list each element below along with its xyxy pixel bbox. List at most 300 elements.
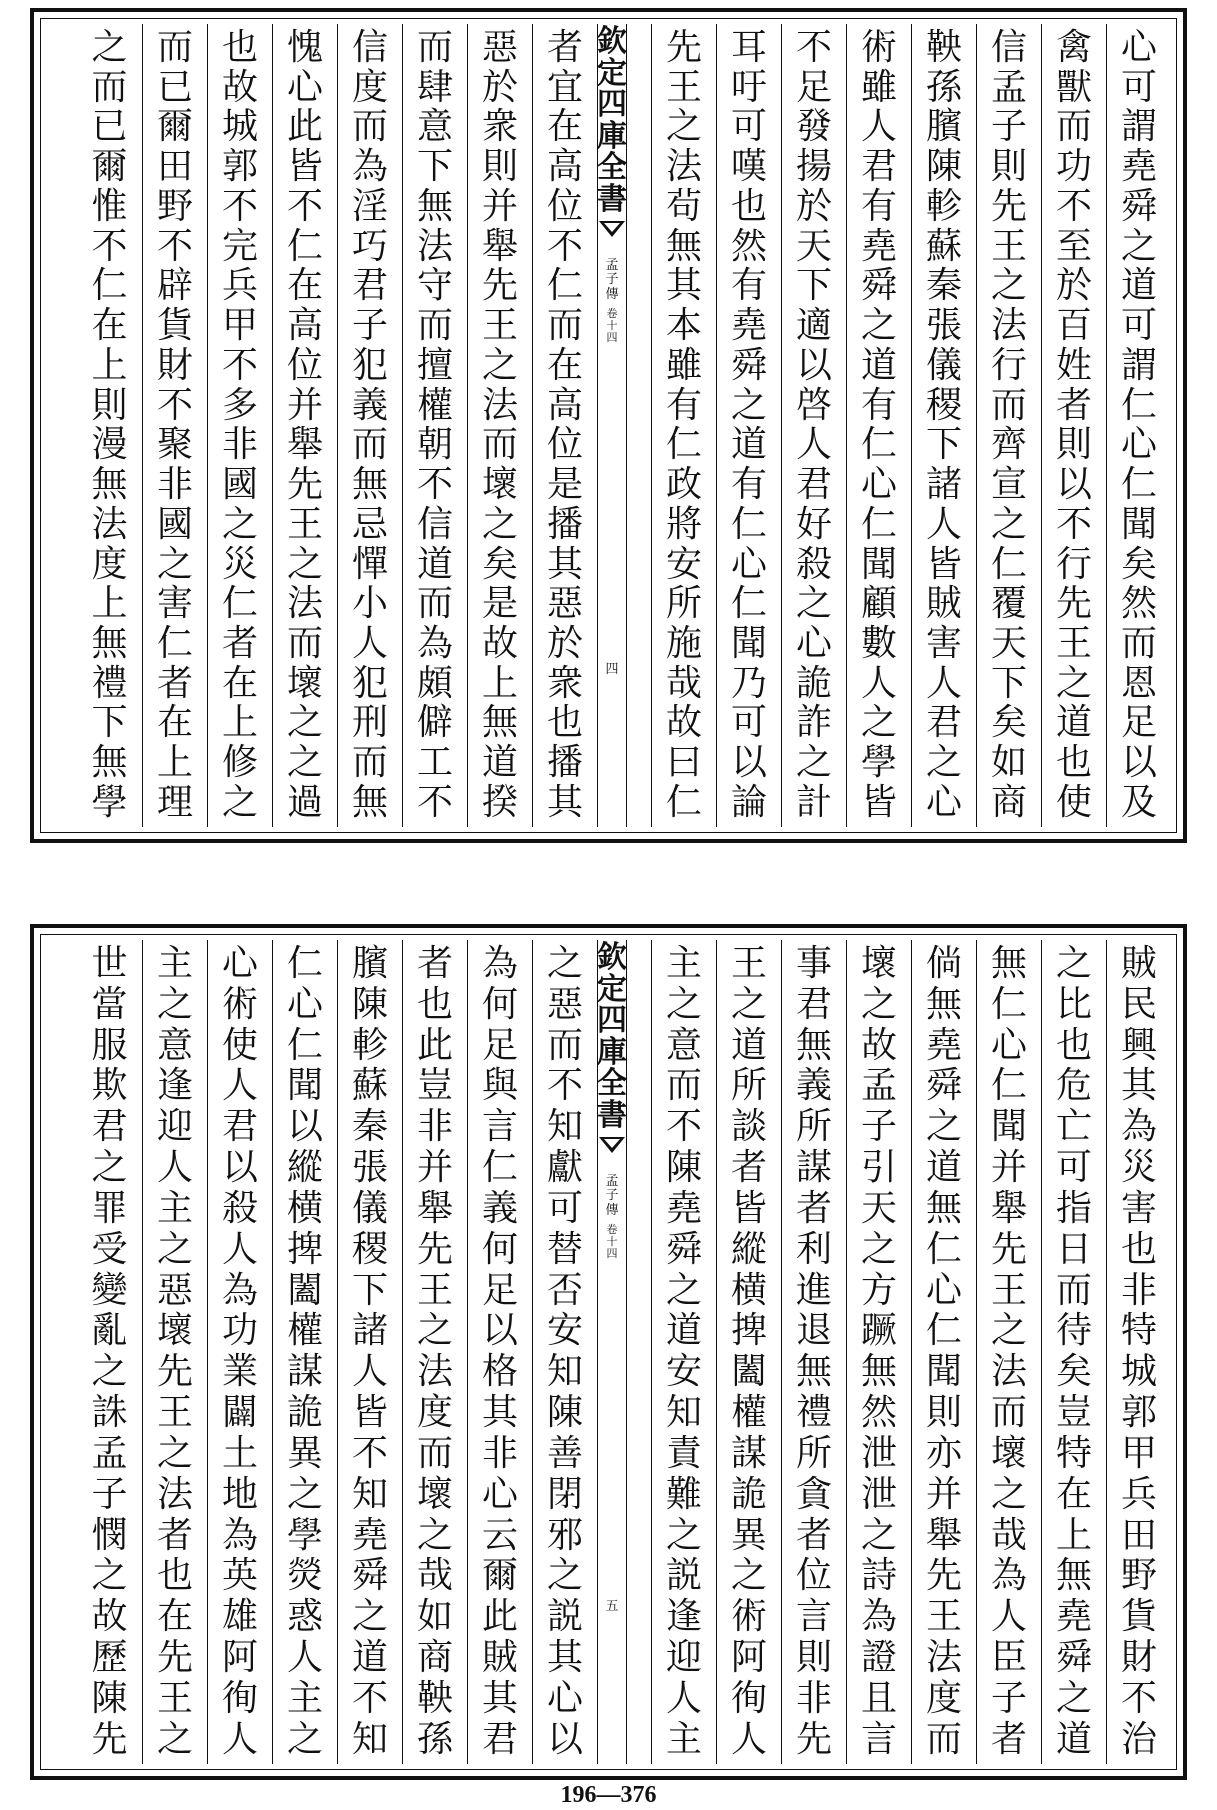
glyph: 賊 [1120,943,1157,984]
glyph: 人 [730,1718,767,1760]
text-column [77,940,142,1764]
glyph: 度 [416,1392,453,1434]
glyph: 行 [990,344,1027,386]
glyph: 足 [795,66,832,108]
glyph: 為 [860,1596,897,1638]
glyph: 揚 [795,146,832,188]
page-number: 四 [605,662,619,677]
glyph: 舜 [925,1065,962,1107]
glyph: 犯 [351,344,388,386]
glyph: 爾 [481,1555,518,1597]
glyph: 人 [286,1637,323,1679]
glyph: 非 [221,424,258,466]
glyph: 法 [990,1351,1027,1393]
glyph: 稷 [925,384,962,426]
glyph: 心 [1120,27,1157,68]
glyph: 謀 [795,1147,832,1189]
glyph: 子 [990,106,1027,148]
glyph: 也 [1055,1024,1092,1066]
glyph: 上 [1055,1514,1092,1556]
glyph: 殺 [795,543,832,585]
glyph: 可 [1055,1147,1092,1189]
glyph: 之 [481,344,518,386]
glyph: 為 [351,146,388,188]
glyph: 陳 [925,146,962,188]
glyph: 孟 [990,66,1027,108]
glyph: 而 [481,424,518,466]
glyph: 君 [481,1718,518,1760]
glyph: 貨 [1120,1596,1157,1638]
text-column [207,24,272,827]
glyph: 權 [286,1310,323,1352]
glyph: 下 [925,424,962,466]
glyph: 泄 [860,1473,897,1515]
glyph: 之 [990,1473,1027,1515]
glyph: 位 [795,1555,832,1597]
glyph: 而 [1055,1269,1092,1311]
glyph: 顧 [860,583,897,625]
glyph: 否 [546,1269,583,1311]
text-column [142,940,207,1764]
glyph: 位 [546,424,583,466]
volume-label [607,1224,618,1260]
glyph: 泄 [860,1432,897,1474]
glyph: 計 [795,781,832,823]
glyph: 四 [597,1003,627,1038]
glyph: 爾 [156,106,193,148]
glyph: 天 [795,225,832,267]
glyph: 之 [351,1596,388,1638]
glyph: 知 [351,1473,388,1515]
glyph: 之 [481,503,518,545]
glyph: 仁 [925,1310,962,1352]
glyph: 英 [221,1555,258,1597]
book-name [605,259,618,302]
glyph: 危 [1055,1065,1092,1107]
glyph: 無 [665,225,702,267]
glyph: 儀 [925,344,962,386]
glyph: 仁 [1120,464,1157,506]
glyph: 亡 [1055,1106,1092,1148]
glyph: 陳 [546,1392,583,1434]
glyph: 不 [795,27,832,68]
glyph: 十 [606,318,618,332]
glyph: 不 [1120,1677,1157,1719]
glyph: 於 [546,623,583,665]
glyph: 興 [1120,1024,1157,1066]
glyph: 之 [91,27,128,68]
glyph: 無 [860,1351,897,1393]
glyph: 故 [221,66,258,108]
glyph: 使 [1055,781,1092,823]
glyph: 謀 [730,1432,767,1474]
glyph: 以 [1055,464,1092,506]
glyph: 城 [1120,1351,1157,1393]
glyph: 野 [1120,1555,1157,1597]
glyph: 而 [351,106,388,148]
glyph: 無 [91,623,128,665]
glyph: 以 [795,344,832,386]
glyph: 理 [156,781,193,823]
glyph: 以 [1120,742,1157,784]
glyph: 熒 [286,1555,323,1597]
glyph: 不 [156,384,193,426]
text-column [846,940,911,1764]
glyph: 哉 [665,662,702,704]
glyph: 已 [156,66,193,108]
glyph: 君 [795,464,832,506]
glyph: 賊 [481,1637,518,1679]
glyph: 兵 [1120,1473,1157,1515]
glyph: 惡 [546,583,583,625]
glyph: 并 [481,185,518,227]
glyph: 道 [416,543,453,585]
glyph: 特 [1120,1310,1157,1352]
glyph: 不 [665,1106,702,1148]
glyph: 則 [925,1392,962,1434]
glyph: 詐 [795,702,832,744]
glyph: 好 [795,503,832,545]
glyph: 法 [156,1473,193,1515]
glyph: 所 [665,583,702,625]
glyph: 仁 [990,1065,1027,1107]
glyph: 則 [795,1637,832,1679]
glyph: 有 [665,384,702,426]
glyph: 道 [481,742,518,784]
glyph: 并 [925,1473,962,1515]
glyph: 無 [481,702,518,744]
glyph: 足 [481,1269,518,1311]
glyph: 憫 [91,1514,128,1556]
glyph: 横 [730,1269,767,1311]
glyph: 意 [156,1024,193,1066]
glyph: 也 [730,185,767,227]
glyph: 刑 [351,702,388,744]
glyph: 之 [221,503,258,545]
glyph: 學 [91,781,128,823]
glyph: 言 [795,1596,832,1638]
glyph: 舉 [990,1187,1027,1229]
glyph: 者 [156,1514,193,1556]
glyph: 非 [416,1106,453,1148]
glyph: 術 [860,27,897,68]
glyph: 者 [221,623,258,665]
glyph: 意 [416,106,453,148]
glyph: 先 [156,1637,193,1679]
glyph: 謂 [1120,344,1157,386]
glyph: 無 [925,983,962,1025]
glyph: 以 [546,1718,583,1760]
text-column [651,24,716,827]
glyph: 法 [91,503,128,545]
glyph: 張 [351,1147,388,1189]
glyph: 君 [925,702,962,744]
glyph: 安 [665,1351,702,1393]
glyph: 邪 [546,1514,583,1556]
glyph: 詩 [860,1555,897,1597]
glyph: 此 [416,1024,453,1066]
glyph: 舉 [481,225,518,267]
glyph: 民 [1120,983,1157,1025]
glyph: 善 [546,1432,583,1474]
glyph: 而 [925,1718,962,1760]
glyph: 信 [351,27,388,68]
text-column [1041,940,1106,1764]
glyph: 心 [481,1473,518,1515]
glyph: 君 [91,1106,128,1148]
glyph: 且 [860,1677,897,1719]
columns-right-upper [586,24,1171,827]
glyph: 之 [925,742,962,784]
glyph: 替 [546,1228,583,1270]
glyph: 欺 [91,1065,128,1107]
glyph: 逢 [156,1065,193,1107]
glyph: 儀 [351,1187,388,1229]
glyph: 之 [860,305,897,347]
text-column [651,940,716,1764]
glyph: 雖 [665,344,702,386]
glyph: 雖 [860,66,897,108]
glyph: 心 [795,623,832,665]
glyph: 無 [351,781,388,823]
text-column [846,24,911,827]
glyph: 宣 [990,464,1027,506]
glyph: 而 [91,66,128,108]
text-column [467,24,532,827]
glyph: 惟 [91,185,128,227]
glyph: 阿 [221,1637,258,1679]
glyph: 退 [795,1310,832,1352]
glyph: 法 [416,1351,453,1393]
text-column [911,940,976,1764]
glyph: 有 [730,464,767,506]
glyph: 不 [546,1065,583,1107]
book-title [597,942,627,1131]
glyph: 姓 [1055,344,1092,386]
glyph: 雄 [221,1596,258,1638]
volume-label [607,308,618,344]
glyph: 在 [286,265,323,307]
glyph: 仁 [665,781,702,823]
glyph: 主 [156,1187,193,1229]
glyph: 衆 [546,662,583,704]
glyph: 豈 [1055,1392,1092,1434]
glyph: 獸 [1055,66,1092,108]
glyph: 陳 [665,1147,702,1189]
glyph: 在 [221,662,258,704]
glyph: 則 [990,146,1027,188]
glyph: 法 [481,384,518,426]
glyph: 故 [860,1024,897,1066]
glyph: 之 [860,1228,897,1270]
glyph: 其 [546,543,583,585]
glyph: 道 [730,1024,767,1066]
glyph: 其 [546,781,583,823]
glyph: 王 [286,503,323,545]
glyph: 仁 [286,1024,323,1066]
glyph: 上 [91,344,128,386]
glyph: 財 [1120,1637,1157,1679]
glyph: 之 [990,503,1027,545]
glyph: 并 [286,384,323,426]
glyph: 也 [1055,742,1092,784]
glyph: 禮 [91,662,128,704]
glyph: 其 [481,1392,518,1434]
glyph: 鞅 [416,1677,453,1719]
glyph: 之 [416,1310,453,1352]
text-column [142,24,207,827]
glyph: 所 [730,1065,767,1107]
glyph: 下 [990,662,1027,704]
glyph: 聞 [990,1106,1027,1148]
glyph: 定 [597,971,627,1007]
glyph: 豈 [416,1065,453,1107]
glyph: 兵 [221,265,258,307]
glyph: 災 [1120,1147,1157,1189]
glyph: 子 [91,1473,128,1515]
glyph: 之 [860,1514,897,1556]
glyph: 待 [1055,1310,1092,1352]
page-upper [30,8,1187,843]
page-number: 五 [605,1599,619,1614]
glyph: 法 [286,583,323,625]
glyph: 人 [860,106,897,148]
center-fold-upper [597,24,627,827]
glyph: 而 [351,424,388,466]
glyph: 之 [1055,662,1092,704]
glyph: 衆 [481,106,518,148]
glyph: 與 [481,1065,518,1107]
glyph: 陳 [351,983,388,1025]
glyph: 在 [1055,1473,1092,1515]
glyph: 而 [351,742,388,784]
text-column [976,24,1041,827]
glyph: 禮 [795,1392,832,1434]
glyph: 壞 [860,943,897,984]
glyph: 子 [990,1677,1027,1719]
glyph: 道 [665,1310,702,1352]
glyph: 蘇 [351,1065,388,1107]
glyph: 縱 [286,1147,323,1189]
glyph: 之 [795,583,832,625]
glyph: 在 [156,702,193,744]
glyph: 仁 [990,543,1027,585]
glyph: 堯 [860,225,897,267]
glyph: 以 [481,1310,518,1352]
glyph: 而 [665,1065,702,1107]
glyph: 權 [730,1392,767,1434]
glyph: 可 [1120,305,1157,347]
glyph: 然 [730,225,767,267]
glyph: 播 [546,742,583,784]
glyph: 下 [795,265,832,307]
glyph: 先 [990,185,1027,227]
glyph: 肆 [416,66,453,108]
glyph: 者 [795,1514,832,1556]
glyph: 辟 [156,265,193,307]
glyph: 學 [286,1514,323,1556]
glyph: 臣 [990,1637,1027,1679]
text-column [532,940,597,1764]
glyph: 不 [416,781,453,823]
glyph: 惡 [156,1269,193,1311]
glyph: 捭 [730,1310,767,1352]
glyph: 王 [481,305,518,347]
glyph: 也 [156,1555,193,1597]
glyph: 法 [925,1637,962,1679]
glyph: 不 [221,185,258,227]
glyph: 謀 [286,1351,323,1393]
glyph: 定 [597,55,627,91]
glyph: 聞 [730,623,767,665]
book-title [597,26,627,215]
glyph: 政 [665,464,702,506]
glyph: 方 [860,1269,897,1311]
glyph: 已 [91,106,128,148]
glyph: 之 [990,265,1027,307]
glyph: 害 [925,623,962,665]
glyph: 業 [221,1351,258,1393]
text-column [77,24,142,827]
glyph: 先 [990,1228,1027,1270]
glyph: 閉 [546,1473,583,1515]
glyph: 之 [1055,943,1092,984]
glyph: 不 [1055,185,1092,227]
glyph: 者 [990,1718,1027,1760]
glyph: 其 [546,1637,583,1679]
glyph: 也 [546,702,583,744]
glyph: 人 [925,662,962,704]
glyph: 過 [286,781,323,823]
glyph: 覆 [990,583,1027,625]
glyph: 堯 [925,1024,962,1066]
glyph: 十 [606,1234,618,1248]
glyph: 何 [481,1228,518,1270]
glyph: 君 [795,983,832,1025]
glyph: 舜 [860,265,897,307]
glyph: 人 [860,662,897,704]
glyph: 發 [795,106,832,148]
glyph: 下 [91,702,128,744]
glyph: 足 [1120,702,1157,744]
glyph: 憚 [351,543,388,585]
glyph: 先 [795,1718,832,1760]
glyph: 王 [990,1269,1027,1311]
glyph: 之 [221,781,258,823]
glyph: 吁 [730,66,767,108]
glyph: 嘆 [730,146,767,188]
glyph: 所 [795,1106,832,1148]
glyph: 格 [481,1351,518,1393]
glyph: 聞 [860,543,897,585]
glyph: 人 [351,623,388,665]
glyph: 迎 [156,1106,193,1148]
glyph: 指 [1055,1187,1092,1229]
glyph: 在 [91,305,128,347]
glyph: 之 [286,1473,323,1515]
glyph: 惡 [546,983,583,1025]
glyph: 度 [351,66,388,108]
glyph: 之 [156,1718,193,1760]
glyph: 之 [1120,225,1157,267]
glyph: 之 [546,943,583,984]
glyph: 國 [221,464,258,506]
glyph: 義 [795,1065,832,1107]
glyph: 可 [730,702,767,744]
glyph: 堯 [730,305,767,347]
glyph: 皆 [730,1187,767,1229]
glyph: 卷 [606,1222,618,1236]
